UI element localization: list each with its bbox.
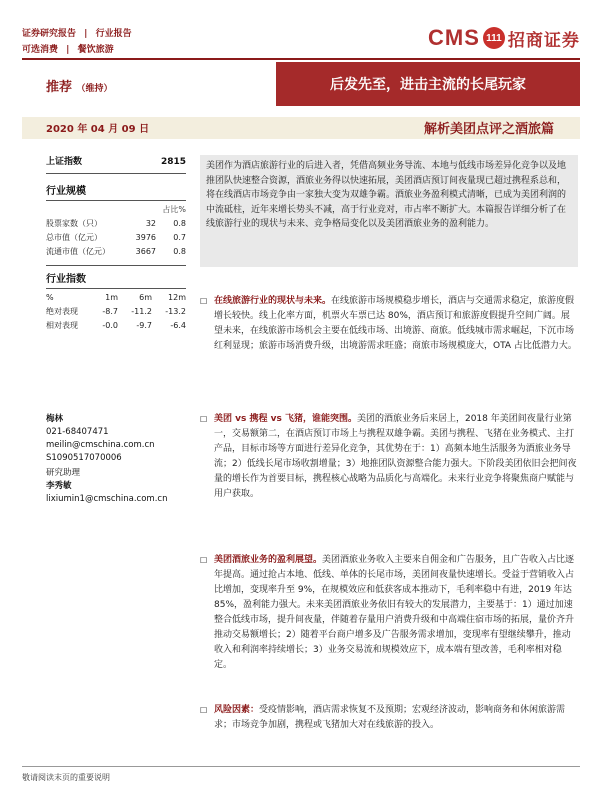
- index-header-row: % 1m 6m 12m: [46, 293, 186, 302]
- scale-row: 总市值（亿元） 3976 0.7: [46, 233, 186, 242]
- bullet-item: ☐ 风险因素：受疫情影响，酒店需求恢复不及预期；宏观经济波动，影响商务和休闲旅游需求；市场竞争加剧，携程或飞猪加大对在线旅游的投入。: [200, 703, 578, 733]
- square-bullet-icon: ☐: [200, 297, 208, 306]
- scale-row: 股票家数（只） 32 0.8: [46, 219, 186, 228]
- bullet-item: ☐ 在线旅游行业的现状与未来。在线旅游市场规模稳步增长，酒店与交通需求稳定，旅游度假增长较快。线上化率方面，机票火车票已达 80%，酒店预订和旅游度假提升空间广阔。展望未来，在线旅游市场机会主要在低线市场、出境游、商旅。低线城市需求崛起，下沉市场红利显现；旅游市场消费升级，出境游需求旺盛；商旅市场规模庞大，OTA 占比低潜力大。: [200, 294, 578, 354]
- bullet-item: ☐ 美团 vs 携程 vs 飞猪，谁能突围。美团的酒旅业务后来居上，2018 年美团间夜量行业第一，交易额第二，在酒店预订市场上与携程双雄争霸。美团与携程、飞猪在业务模式、主打产品，目标市场等方面进行差异化竞争，其优势在于：1）高频本地生活服务为酒旅业务导流；2）低线长尾市场收割增量；3）地推团队资源整合能力强大。下阶段美团依旧会把间夜量的增长作为首要目标，携程核心战略为品质化与高端化。未来行业竞争将聚焦商户赋能与用户获取。: [200, 412, 578, 502]
- report-title: 后发先至，进击主流的长尾玩家: [276, 62, 580, 106]
- assistant-email[interactable]: lixiumin1@cmschina.com.cn: [46, 494, 168, 504]
- cms-logo: CMS 111 招商证券: [428, 25, 580, 51]
- analyst-phone[interactable]: 021-68407471: [46, 427, 109, 437]
- index-row-absolute: 绝对表现 -8.7 -11.2 -13.2: [46, 307, 186, 316]
- header-rule: [22, 58, 580, 60]
- industry-scale-heading: 行业规模: [46, 186, 86, 197]
- analyst-block: [46, 413, 186, 506]
- sidebar: 上证指数 2815 行业规模 占比% 股票家数（只） 32 0.8 总市值（亿元） 3976 0.7 流通市值（亿元） 3667 0.8 行业指数 % 1m 6m 12m 绝对表现 -8.7 -11.2 -13.2 相对表现 -0.0 -9.7 -6.4: [46, 155, 186, 333]
- assistant-label: 研究助理: [46, 468, 81, 478]
- square-bullet-icon: ☐: [200, 556, 208, 565]
- header-link-sector[interactable]: 可选消费 | 餐饮旅游: [22, 45, 114, 55]
- square-bullet-icon: ☐: [200, 415, 208, 424]
- index-row-relative: 相对表现 -0.0 -9.7 -6.4: [46, 321, 186, 330]
- report-date: 2020 年 04 月 09 日: [46, 124, 150, 135]
- bullet-item: ☐ 美团酒旅业务的盈利展望。美团酒旅业务收入主要来自佣金和广告服务，且广告收入占比逐年提高。通过抢占本地、低线、单体的长尾市场，美团间夜量快速增长。受益于营销收入占比增加，变现率升至 9%，在规模效应和低获客成本推动下，毛利率稳中有进，2019 年达 85%，盈利能力强大。未来美团酒旅业务依旧有较大的发展潜力，主要基于：1）通过加速整合低线市场，提升间夜量，伴随着存量用户消费升级和中高端住宿市场的拓展，量价齐升推动交易额增长；2）随着平台商户增多及广告服务需求增加，变现率有望继续攀升，推动收入和利润率持续增长；3）业务交易流和规模效应下，成本端有望改善，毛利率相对稳定。: [200, 553, 578, 673]
- industry-index-heading: 行业指数: [46, 274, 86, 285]
- report-subtitle: 解析美团点评之酒旅篇: [423, 122, 554, 137]
- index-row: 上证指数 2815: [46, 157, 186, 167]
- analyst-cert: S1090517070006: [46, 453, 122, 463]
- analyst-email[interactable]: meilin@cmschina.com.cn: [46, 440, 155, 450]
- rating: 推荐 （维持）: [46, 80, 113, 95]
- footer-note: 敬请阅读末页的重要说明: [22, 773, 110, 782]
- header-link-report-type[interactable]: 证券研究报告 | 行业报告: [22, 29, 132, 39]
- analyst-name: 梅林: [46, 414, 64, 424]
- footer-rule: [22, 766, 580, 767]
- scale-row: 流通市值（亿元） 3667 0.8: [46, 247, 186, 256]
- summary-box: 美团作为酒店旅游行业的后进入者，凭借高频业务导流、本地与低线市场差异化竞争以及地推团队快速整合资源，酒旅业务得以快速拓展，美团酒店预订间夜量现已超过携程系总和，将在线酒店市场竞争由一家独大变为双雄争霸。酒旅业务盈利模式清晰，已成为美团利润的中流砥柱，近年来增长势头不减，高于行业竞对，市占率不断扩大。本篇报告详细分析了在线旅游行业的现状与未来、竞争格局变化以及美团酒旅业务的盈利能力。: [200, 155, 578, 267]
- square-bullet-icon: ☐: [200, 706, 208, 715]
- seal-icon: 111: [483, 27, 505, 49]
- assistant-name: 李秀敏: [46, 481, 72, 491]
